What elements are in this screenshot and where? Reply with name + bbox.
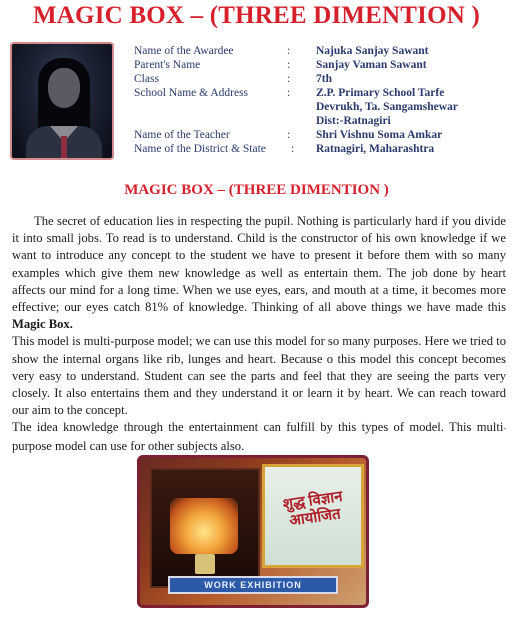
detail-row-school-line3 bbox=[134, 114, 504, 128]
detail-value: Shri Vishnu Soma Amkar bbox=[316, 129, 443, 141]
paragraph-intro bbox=[12, 213, 506, 333]
article-body bbox=[12, 213, 506, 455]
detail-colon: : bbox=[287, 129, 291, 141]
magic-box-emphasis: Magic Box. bbox=[12, 317, 73, 332]
detail-label: Name of the Awardee bbox=[134, 45, 234, 57]
detail-label: Parent's Name bbox=[134, 59, 201, 71]
detail-colon: : bbox=[291, 143, 295, 155]
detail-label: School Name & Address bbox=[134, 87, 249, 99]
detail-row-school bbox=[134, 86, 504, 100]
detail-value: 7th bbox=[316, 73, 332, 85]
detail-value: Sanjay Vaman Sawant bbox=[316, 59, 427, 71]
detail-row-class bbox=[134, 72, 504, 86]
detail-row-awardee bbox=[134, 44, 504, 58]
detail-colon: : bbox=[287, 59, 291, 71]
paragraph-closing bbox=[12, 419, 506, 454]
hyphen-mark: - bbox=[503, 424, 506, 434]
awardee-photo bbox=[10, 42, 114, 160]
detail-row-school-line2 bbox=[134, 100, 504, 114]
page-title: MAGIC BOX – (THREE DIMENTION ) bbox=[33, 2, 480, 29]
detail-value: Z.P. Primary School Tarfe bbox=[316, 87, 445, 99]
paragraph-text: The secret of education lies in respecting the pupil. Nothing is particularly hard if you divide it into small jobs. To read is to understand. Child is the constructor of his own knowledge if we want to introduce any concept to the student we have to present it before them with so many examples which give them new knowledge as well as entertain them. The job done by heart affects our mind for a long time. When we use eyes, ears, and mouth at a time, it becomes more effective; our eyes catch 81% of knowledge. Thinking of all above things we have made this bbox=[12, 214, 506, 315]
awardee-details bbox=[134, 44, 504, 156]
photo-tie bbox=[61, 136, 67, 160]
detail-value: Ratnagiri, Maharashtra bbox=[316, 143, 435, 155]
detail-row-district bbox=[134, 142, 504, 156]
photo-face bbox=[48, 68, 80, 108]
detail-label: Class bbox=[134, 73, 159, 85]
magic-box-photo bbox=[137, 455, 369, 608]
detail-colon: : bbox=[287, 45, 291, 57]
detail-value: Dist:-Ratnagiri bbox=[316, 115, 391, 127]
box-label-strip: WORK EXHIBITION bbox=[168, 576, 338, 594]
box-stand bbox=[195, 554, 215, 574]
detail-colon: : bbox=[287, 73, 291, 85]
detail-colon: : bbox=[287, 87, 291, 99]
box-light bbox=[170, 498, 238, 554]
detail-label: Name of the Teacher bbox=[134, 129, 230, 141]
paragraph-text: purpose model can use for other subjects also. bbox=[12, 438, 245, 453]
detail-label: Name of the District & State bbox=[134, 143, 266, 155]
section-heading: MAGIC BOX – (THREE DIMENTION ) bbox=[124, 182, 389, 198]
detail-row-parent bbox=[134, 58, 504, 72]
box-panel bbox=[262, 464, 364, 568]
paragraph-model: This model is multi-purpose model; we can use this model for so many purposes. Here we tried to show the internal organs like rib, lunges and heart. Because o this model this concept becomes very easy to understand. Student can see the parts and feel that they are seeing the parts very closely. It also entertains them and they understand it or learn it by heart. We can reach toward our aim to the concept. bbox=[12, 334, 506, 418]
detail-row-teacher bbox=[134, 128, 504, 142]
detail-value: Devrukh, Ta. Sangamshewar bbox=[316, 101, 458, 113]
detail-value: Najuka Sanjay Sawant bbox=[316, 45, 429, 57]
paragraph-text: The idea knowledge through the entertainment can fulfill by this types of model. This multi bbox=[12, 420, 504, 435]
panel-lettering: शुद्ध विज्ञान आयोजित bbox=[281, 488, 344, 530]
